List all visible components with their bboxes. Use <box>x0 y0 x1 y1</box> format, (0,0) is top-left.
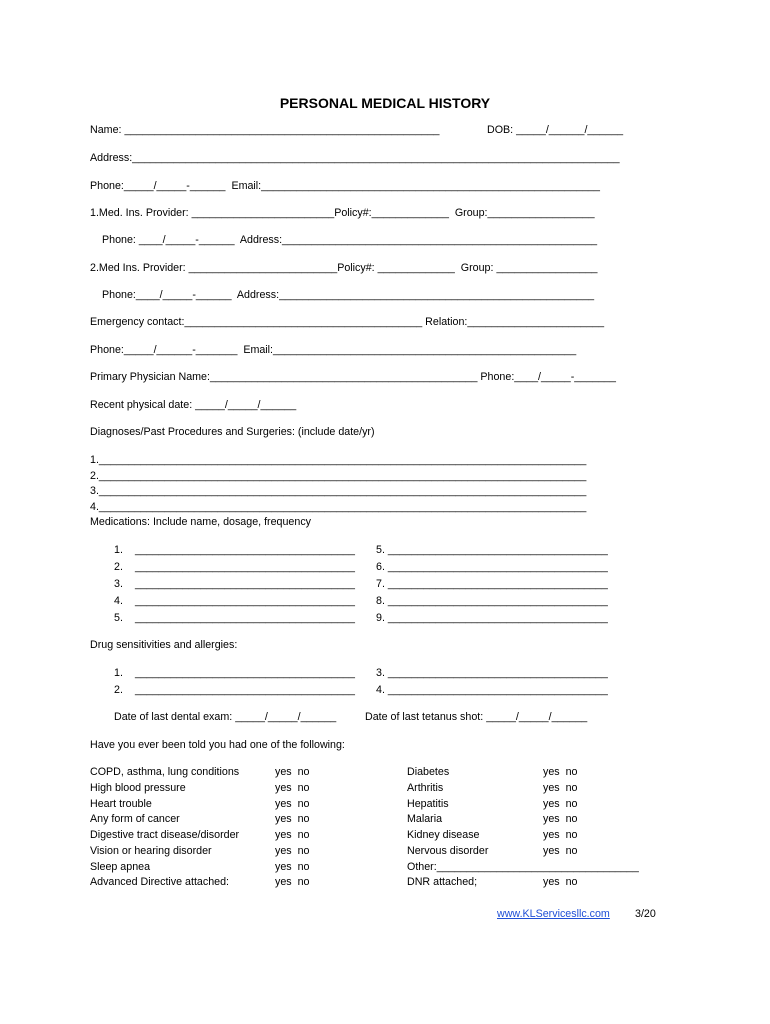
yes-no-option[interactable]: yes no <box>275 876 310 888</box>
medication-line[interactable]: _____________________________________ <box>135 595 355 607</box>
allergy-line[interactable]: _____________________________________ <box>135 667 355 679</box>
conditions-label: Have you ever been told you had one of the following: <box>90 739 345 751</box>
condition-label: COPD, asthma, lung conditions <box>90 766 240 778</box>
page-title: PERSONAL MEDICAL HISTORY <box>279 95 491 111</box>
medication-line[interactable]: _____________________________________ <box>135 544 355 556</box>
condition-label: Any form of cancer <box>90 813 180 825</box>
diagnosis-line[interactable]: 2.__________________________________________________________________________________ <box>90 470 587 482</box>
condition-label: Diabetes <box>407 766 450 778</box>
condition-label: Kidney disease <box>407 829 480 841</box>
medication-line[interactable]: _____________________________________ <box>135 612 355 624</box>
condition-label: High blood pressure <box>90 782 186 794</box>
dental-exam-field[interactable]: Date of last dental exam: _____/_____/______ <box>114 711 337 723</box>
emergency-phone-field[interactable]: Phone:_____/______-_______ Email:___________________________________________________ <box>90 344 577 356</box>
yes-no-option[interactable]: yes no <box>543 766 578 778</box>
condition-label: DNR attached; <box>407 876 478 888</box>
condition-label: Heart trouble <box>90 798 152 810</box>
allergy-line[interactable]: 3. _____________________________________ <box>376 667 608 679</box>
allergy-number: 1. <box>114 667 123 679</box>
tetanus-shot-field[interactable]: Date of last tetanus shot: _____/_____/______ <box>365 711 588 723</box>
medication-number: 1. <box>114 544 123 556</box>
phone-email-field[interactable]: Phone:_____/_____-______ Email:_________________________________________________________ <box>90 180 600 192</box>
yes-no-option[interactable]: yes no <box>275 845 310 857</box>
medication-line[interactable]: _____________________________________ <box>135 561 355 573</box>
med-ins-provider-1-field[interactable]: 1.Med. Ins. Provider: ________________________Policy#:_____________ Group:__________________ <box>90 207 595 219</box>
condition-label: Nervous disorder <box>407 845 489 857</box>
condition-label: Malaria <box>407 813 443 825</box>
dob-field[interactable]: DOB: _____/______/______ <box>487 124 624 136</box>
medication-line[interactable]: 9. _____________________________________ <box>376 612 608 624</box>
medication-number: 2. <box>114 561 123 573</box>
yes-no-option[interactable]: yes no <box>543 798 578 810</box>
yes-no-option[interactable]: yes no <box>543 782 578 794</box>
physician-field[interactable]: Primary Physician Name:_____________________________________________ Phone:____/_____-_______ <box>90 371 616 383</box>
condition-label: Hepatitis <box>407 798 449 810</box>
med-ins-2-phone-field[interactable]: Phone:____/_____-______ Address:_____________________________________________________ <box>102 289 595 301</box>
allergy-line[interactable]: 4. _____________________________________ <box>376 684 608 696</box>
allergy-line[interactable]: _____________________________________ <box>135 684 355 696</box>
medication-line[interactable]: _____________________________________ <box>135 578 355 590</box>
footer-website-link[interactable]: www.KLServicesllc.com <box>497 908 610 920</box>
yes-no-option[interactable]: yes no <box>275 782 310 794</box>
medication-line[interactable]: 7. _____________________________________ <box>376 578 608 590</box>
emergency-contact-field[interactable]: Emergency contact:________________________________________ Relation:_______________________ <box>90 316 605 328</box>
allergy-number: 2. <box>114 684 123 696</box>
med-ins-1-phone-field[interactable]: Phone: ____/_____-______ Address:_____________________________________________________ <box>102 234 598 246</box>
medication-number: 5. <box>114 612 123 624</box>
yes-no-option[interactable]: yes no <box>275 829 310 841</box>
medication-line[interactable]: 5. _____________________________________ <box>376 544 608 556</box>
medication-number: 4. <box>114 595 123 607</box>
diagnosis-line[interactable]: 1.__________________________________________________________________________________ <box>90 454 587 466</box>
yes-no-option[interactable]: yes no <box>543 845 578 857</box>
condition-label: Advanced Directive attached: <box>90 876 230 888</box>
condition-label: Arthritis <box>407 782 444 794</box>
condition-label: Sleep apnea <box>90 861 151 873</box>
yes-no-option[interactable]: yes no <box>543 876 578 888</box>
medications-label: Medications: Include name, dosage, frequency <box>90 516 312 528</box>
yes-no-option[interactable]: yes no <box>275 813 310 825</box>
page-number: 3/20 <box>635 908 656 920</box>
diagnoses-label: Diagnoses/Past Procedures and Surgeries: (include date/yr) <box>90 426 375 438</box>
yes-no-option[interactable]: yes no <box>275 798 310 810</box>
yes-no-option[interactable]: yes no <box>543 813 578 825</box>
allergies-label: Drug sensitivities and allergies: <box>90 639 238 651</box>
other-condition-field[interactable]: Other:__________________________________ <box>407 861 639 873</box>
address-field[interactable]: Address:__________________________________________________________________________________ <box>90 152 620 164</box>
name-field[interactable]: Name: _____________________________________________________ <box>90 124 440 136</box>
condition-label: Digestive tract disease/disorder <box>90 829 240 841</box>
medication-line[interactable]: 6. _____________________________________ <box>376 561 608 573</box>
yes-no-option[interactable]: yes no <box>543 829 578 841</box>
yes-no-option[interactable]: yes no <box>275 861 310 873</box>
condition-label: Vision or hearing disorder <box>90 845 212 857</box>
med-ins-provider-2-field[interactable]: 2.Med Ins. Provider: _________________________Policy#: _____________ Group: _________________ <box>90 262 598 274</box>
diagnosis-line[interactable]: 4.__________________________________________________________________________________ <box>90 501 587 513</box>
medication-number: 3. <box>114 578 123 590</box>
medication-line[interactable]: 8. _____________________________________ <box>376 595 608 607</box>
yes-no-option[interactable]: yes no <box>275 766 310 778</box>
diagnosis-line[interactable]: 3.__________________________________________________________________________________ <box>90 485 587 497</box>
recent-physical-field[interactable]: Recent physical date: _____/_____/______ <box>90 399 297 411</box>
